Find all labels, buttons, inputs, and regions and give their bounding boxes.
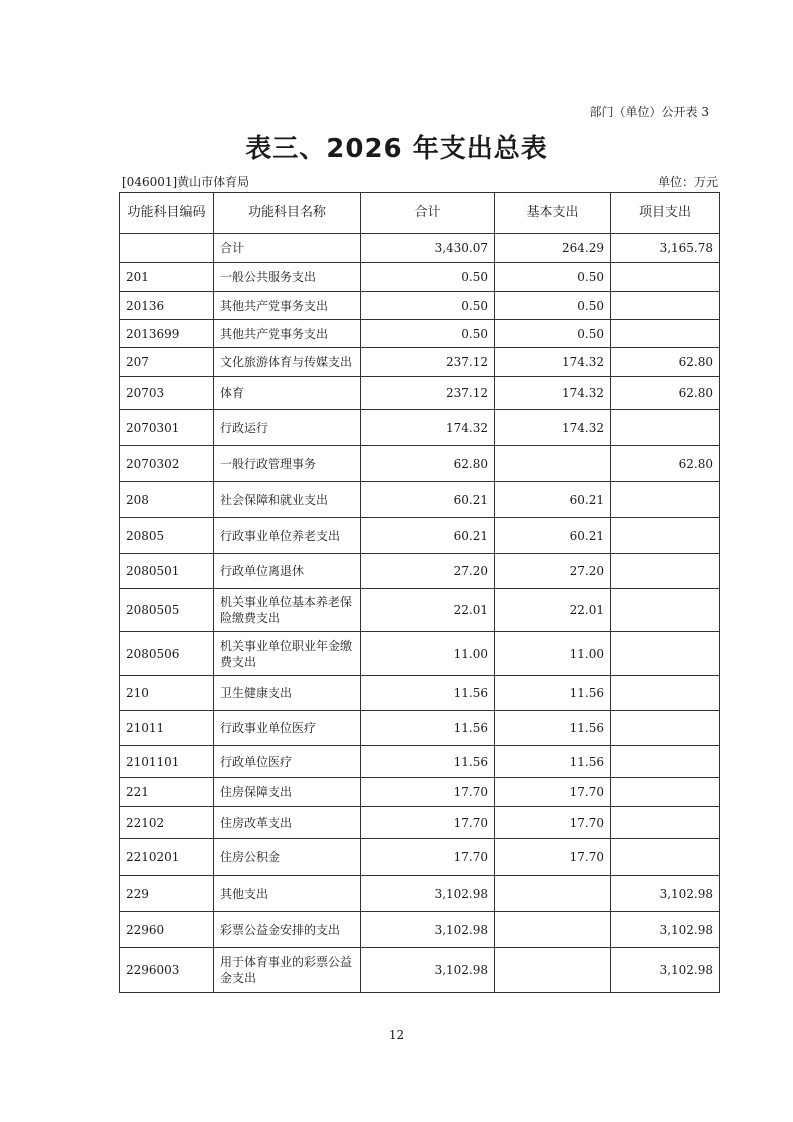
name-cell: 行政单位医疗 <box>214 746 361 778</box>
code-cell: 210 <box>120 676 214 711</box>
basic-cell: 174.32 <box>495 348 611 377</box>
total-cell: 237.12 <box>361 348 495 377</box>
project-cell: 3,165.78 <box>611 234 720 263</box>
project-cell <box>611 839 720 876</box>
code-cell: 2080505 <box>120 589 214 632</box>
name-cell: 彩票公益金安排的支出 <box>214 912 361 948</box>
basic-cell: 264.29 <box>495 234 611 263</box>
code-cell: 208 <box>120 482 214 518</box>
table-row <box>120 377 720 410</box>
column-header: 功能科目名称 <box>214 193 361 234</box>
basic-cell: 27.20 <box>495 554 611 589</box>
code-cell: 2210201 <box>120 839 214 876</box>
name-cell: 住房保障支出 <box>214 778 361 807</box>
code-cell: 22102 <box>120 807 214 839</box>
unit-code: [046001]黄山市体育局 <box>122 175 250 189</box>
total-cell: 22.01 <box>361 589 495 632</box>
column-header: 合计 <box>361 193 495 234</box>
total-cell: 17.70 <box>361 807 495 839</box>
table-meta <box>122 173 718 190</box>
table-row <box>120 554 720 589</box>
total-cell: 0.50 <box>361 263 495 292</box>
name-cell: 卫生健康支出 <box>214 676 361 711</box>
name-cell: 住房公积金 <box>214 839 361 876</box>
basic-cell: 11.56 <box>495 676 611 711</box>
project-cell: 3,102.98 <box>611 876 720 912</box>
code-cell: 229 <box>120 876 214 912</box>
table-row <box>120 632 720 676</box>
basic-cell: 11.00 <box>495 632 611 676</box>
basic-cell: 60.21 <box>495 518 611 554</box>
name-cell: 行政事业单位医疗 <box>214 711 361 746</box>
name-cell: 一般行政管理事务 <box>214 446 361 482</box>
project-cell: 3,102.98 <box>611 912 720 948</box>
table-row <box>120 348 720 377</box>
table-row <box>120 589 720 632</box>
code-cell: 2013699 <box>120 320 214 348</box>
basic-cell <box>495 948 611 993</box>
expenditure-table <box>119 192 720 993</box>
name-cell: 用于体育事业的彩票公益金支出 <box>214 948 361 993</box>
table-row <box>120 518 720 554</box>
project-cell <box>611 711 720 746</box>
total-cell: 11.56 <box>361 711 495 746</box>
basic-cell: 22.01 <box>495 589 611 632</box>
table-row <box>120 676 720 711</box>
basic-cell: 11.56 <box>495 711 611 746</box>
project-cell <box>611 482 720 518</box>
table-row <box>120 410 720 446</box>
table-row <box>120 912 720 948</box>
project-cell <box>611 320 720 348</box>
total-cell: 11.56 <box>361 676 495 711</box>
table-row <box>120 234 720 263</box>
table-row <box>120 746 720 778</box>
column-header: 基本支出 <box>495 193 611 234</box>
table-row <box>120 320 720 348</box>
total-cell: 11.00 <box>361 632 495 676</box>
name-cell: 机关事业单位职业年金缴费支出 <box>214 632 361 676</box>
basic-cell: 0.50 <box>495 263 611 292</box>
name-cell: 一般公共服务支出 <box>214 263 361 292</box>
table-row <box>120 711 720 746</box>
name-cell: 文化旅游体育与传媒支出 <box>214 348 361 377</box>
code-cell: 20136 <box>120 292 214 320</box>
total-cell: 174.32 <box>361 410 495 446</box>
total-cell: 237.12 <box>361 377 495 410</box>
name-cell: 住房改革支出 <box>214 807 361 839</box>
page-number: 12 <box>388 1028 405 1042</box>
basic-cell: 174.32 <box>495 410 611 446</box>
project-cell <box>611 676 720 711</box>
code-cell: 22960 <box>120 912 214 948</box>
code-cell: 207 <box>120 348 214 377</box>
table-row <box>120 876 720 912</box>
total-cell: 0.50 <box>361 320 495 348</box>
table-row <box>120 778 720 807</box>
code-cell: 21011 <box>120 711 214 746</box>
column-header: 功能科目编码 <box>120 193 214 234</box>
table-row <box>120 839 720 876</box>
code-cell: 2101101 <box>120 746 214 778</box>
basic-cell: 0.50 <box>495 320 611 348</box>
project-cell: 3,102.98 <box>611 948 720 993</box>
total-cell: 3,102.98 <box>361 948 495 993</box>
code-cell <box>120 234 214 263</box>
basic-cell: 11.56 <box>495 746 611 778</box>
unit-label: 单位：万元 <box>657 175 718 189</box>
basic-cell: 17.70 <box>495 778 611 807</box>
name-cell: 社会保障和就业支出 <box>214 482 361 518</box>
code-cell: 2080506 <box>120 632 214 676</box>
name-cell: 其他共产党事务支出 <box>214 320 361 348</box>
basic-cell: 174.32 <box>495 377 611 410</box>
total-cell: 3,102.98 <box>361 912 495 948</box>
code-cell: 201 <box>120 263 214 292</box>
name-cell: 其他共产党事务支出 <box>214 292 361 320</box>
code-cell: 20703 <box>120 377 214 410</box>
table-row <box>120 263 720 292</box>
code-cell: 2080501 <box>120 554 214 589</box>
table-row <box>120 482 720 518</box>
code-cell: 20805 <box>120 518 214 554</box>
table-row <box>120 807 720 839</box>
project-cell: 62.80 <box>611 348 720 377</box>
total-cell: 0.50 <box>361 292 495 320</box>
code-cell: 2070302 <box>120 446 214 482</box>
total-cell: 3,102.98 <box>361 876 495 912</box>
total-cell: 17.70 <box>361 778 495 807</box>
name-cell: 体育 <box>214 377 361 410</box>
table-row <box>120 446 720 482</box>
code-cell: 2070301 <box>120 410 214 446</box>
basic-cell: 0.50 <box>495 292 611 320</box>
name-cell: 行政事业单位养老支出 <box>214 518 361 554</box>
project-cell <box>611 778 720 807</box>
basic-cell: 17.70 <box>495 839 611 876</box>
total-cell: 11.56 <box>361 746 495 778</box>
code-cell: 2296003 <box>120 948 214 993</box>
basic-cell <box>495 912 611 948</box>
table-header-row <box>120 193 720 234</box>
total-cell: 62.80 <box>361 446 495 482</box>
basic-cell <box>495 876 611 912</box>
project-cell: 62.80 <box>611 446 720 482</box>
project-cell <box>611 632 720 676</box>
page-label: 部门（单位）公开表 3 <box>589 105 709 119</box>
table-row <box>120 948 720 993</box>
project-cell <box>611 410 720 446</box>
project-cell <box>611 518 720 554</box>
name-cell: 行政单位离退休 <box>214 554 361 589</box>
project-cell <box>611 746 720 778</box>
total-cell: 17.70 <box>361 839 495 876</box>
page-title: 表三、2026 年支出总表 <box>245 134 548 164</box>
basic-cell <box>495 446 611 482</box>
code-cell: 221 <box>120 778 214 807</box>
project-cell <box>611 292 720 320</box>
name-cell: 机关事业单位基本养老保险缴费支出 <box>214 589 361 632</box>
total-cell: 60.21 <box>361 518 495 554</box>
column-header: 项目支出 <box>611 193 720 234</box>
project-cell: 62.80 <box>611 377 720 410</box>
project-cell <box>611 554 720 589</box>
project-cell <box>611 589 720 632</box>
basic-cell: 17.70 <box>495 807 611 839</box>
project-cell <box>611 807 720 839</box>
name-cell: 行政运行 <box>214 410 361 446</box>
name-cell: 其他支出 <box>214 876 361 912</box>
total-cell: 27.20 <box>361 554 495 589</box>
table-row <box>120 292 720 320</box>
project-cell <box>611 263 720 292</box>
basic-cell: 60.21 <box>495 482 611 518</box>
total-cell: 60.21 <box>361 482 495 518</box>
total-cell: 3,430.07 <box>361 234 495 263</box>
name-cell: 合计 <box>214 234 361 263</box>
